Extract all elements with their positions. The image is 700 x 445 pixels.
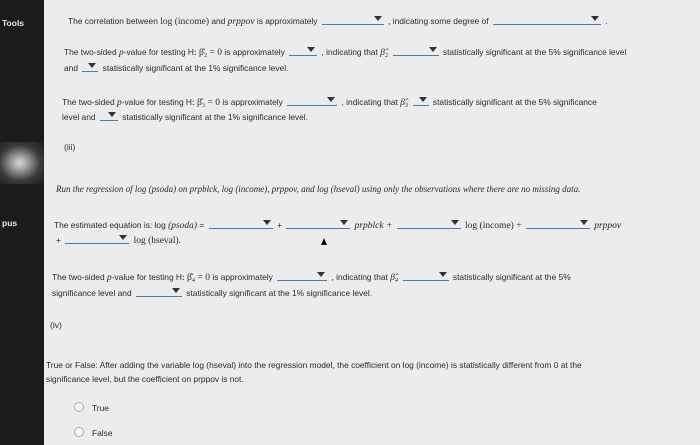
b3-hypothesis: : β̂₃ = 0 <box>191 98 221 108</box>
b4-beta: β̂₄ <box>390 273 399 283</box>
eq-income: log (income) + <box>465 221 522 231</box>
tf-question-line-1 <box>46 359 582 371</box>
b3-beta: β̂₃ <box>400 98 409 108</box>
b3-level-and: level and <box>62 112 96 122</box>
b3-sig5-dropdown[interactable] <box>413 95 429 106</box>
corr-var-prppov: prppov <box>227 17 255 27</box>
b2-sig1-dropdown[interactable] <box>82 61 98 72</box>
tf-question-line-2 <box>46 373 244 385</box>
b4-indicating: , indicating that <box>331 272 388 282</box>
option-true[interactable] <box>74 402 109 414</box>
b2-sig5-dropdown[interactable] <box>393 45 439 56</box>
tools-label[interactable]: Tools <box>2 18 25 28</box>
b4-hypothesis: : β̂₄ = 0 <box>181 273 211 283</box>
tf-question-text-2: significance level, but the coefficient on prppov is not. <box>46 374 244 384</box>
option-false[interactable] <box>74 427 112 439</box>
corr-mid: is approximately <box>256 16 318 26</box>
option-true-label: True <box>92 403 109 413</box>
b3-after: is approximately <box>222 97 283 107</box>
beta3-line-1 <box>62 95 597 109</box>
b4-sig5-dropdown[interactable] <box>403 270 449 281</box>
p-symbol: p <box>116 98 122 108</box>
sidebar <box>0 0 44 445</box>
beta4-line-2 <box>52 286 372 299</box>
chevron-down-icon <box>88 63 96 68</box>
chevron-down-icon <box>374 16 382 21</box>
b4-pvalue-dropdown[interactable] <box>277 270 327 281</box>
b2-sig5-text: statistically significant at the 5% significance level <box>442 47 627 57</box>
chevron-down-icon <box>451 220 459 225</box>
b2-sig1-text: statistically significant at the 1% significance level. <box>102 63 289 73</box>
chevron-down-icon <box>591 16 599 21</box>
b3-sig1-text: statistically significant at the 1% significance level. <box>122 112 308 122</box>
corr-text: The correlation between <box>68 16 158 26</box>
eq-hseval: log (hseval). <box>133 236 182 246</box>
b4-sig1-text: statistically significant at the 1% significance level. <box>186 288 373 298</box>
equation-line-2 <box>56 233 181 247</box>
equation-line-1 <box>54 218 621 232</box>
corr-end: . <box>605 16 608 26</box>
chevron-down-icon <box>429 47 437 52</box>
b2-and: and <box>64 63 78 73</box>
b2-beta: β̂₂ <box>380 48 389 58</box>
eq-prppov: prppov <box>594 221 622 231</box>
correlation-degree-dropdown[interactable] <box>493 14 601 25</box>
b2-text-mid: -value for testing H <box>123 47 194 57</box>
beta2-line-1 <box>64 45 626 59</box>
b3-text-mid: -value for testing H <box>121 97 192 107</box>
eq-intercept-dropdown[interactable] <box>209 218 273 229</box>
run-regression-text <box>56 183 580 195</box>
beta3-line-2 <box>62 110 308 123</box>
b4-text: The two-sided <box>52 272 105 282</box>
eq-plus-2: + <box>56 235 61 245</box>
b3-sig5-text: statistically significant at the 5% significance <box>432 97 597 107</box>
chevron-down-icon <box>580 220 588 225</box>
b2-indicating: , indicating that <box>321 47 378 57</box>
b3-pvalue-dropdown[interactable] <box>287 95 337 106</box>
correlation-line <box>68 14 608 28</box>
chevron-down-icon <box>317 272 325 277</box>
eq-income-coef-dropdown[interactable] <box>397 218 461 229</box>
b3-indicating: , indicating that <box>341 97 398 107</box>
b4-sig1-dropdown[interactable] <box>136 286 182 297</box>
p-symbol: p <box>118 48 124 58</box>
pus-label: pus <box>2 218 18 228</box>
chevron-down-icon <box>327 97 335 102</box>
radio-true[interactable] <box>74 402 84 412</box>
b2-pvalue-dropdown[interactable] <box>289 45 317 56</box>
eq-prpblck: prpblck + <box>354 221 393 231</box>
b3-text: The two-sided <box>62 97 115 107</box>
option-false-label: False <box>92 428 113 438</box>
eq-plus: + <box>276 220 282 230</box>
correlation-value-dropdown[interactable] <box>322 14 384 25</box>
part-iii-label: (iii) <box>64 142 76 152</box>
radio-false[interactable] <box>74 427 84 437</box>
part-iv-label: (iv) <box>50 320 62 330</box>
b4-text-mid: -value for testing H <box>111 272 182 282</box>
b4-sig5-text: statistically significant at the 5% <box>452 272 571 282</box>
eq-prpblck-coef-dropdown[interactable] <box>286 218 350 229</box>
chevron-down-icon <box>108 112 116 117</box>
p-symbol: p <box>106 273 112 283</box>
chevron-down-icon <box>263 220 271 225</box>
beta4-line-1 <box>52 270 571 284</box>
beta2-line-2 <box>64 61 288 74</box>
corr-after: , indicating some degree of <box>388 16 489 26</box>
corr-var-income: log (income) <box>160 17 209 27</box>
b2-text: The two-sided <box>64 47 117 57</box>
sidebar-thumbnail <box>0 142 44 184</box>
eq-lhs: (psoda) <box>168 221 198 231</box>
question-content <box>44 0 700 445</box>
chevron-down-icon <box>119 235 127 240</box>
eq-hseval-coef-dropdown[interactable] <box>65 233 129 244</box>
run-instruction: Run the regression of log (psoda) on prpblck, log (income), prppov, and log (hseval) using only the observations where there are no missing data. <box>56 184 581 194</box>
chevron-down-icon <box>307 47 315 52</box>
corr-and: and <box>211 16 226 26</box>
eq-equals: = <box>199 220 205 230</box>
tf-question-text-1: True or False: After adding the variable log (hseval) into the regression model, the coefficient on log (income) is statistically different from 0 at the <box>46 360 582 370</box>
mouse-cursor <box>321 238 327 245</box>
chevron-down-icon <box>172 288 180 293</box>
b4-sig-level-and: significance level and <box>52 288 132 298</box>
eq-prefix: The estimated equation is: log <box>54 220 166 230</box>
eq-prppov-coef-dropdown[interactable] <box>526 218 590 229</box>
chevron-down-icon <box>340 220 348 225</box>
b4-after: is approximately <box>212 272 273 282</box>
chevron-down-icon <box>419 97 427 102</box>
chevron-down-icon <box>439 272 447 277</box>
b2-after: is approximately <box>224 47 285 57</box>
b2-hypothesis: : β̂₂ = 0 <box>193 48 223 58</box>
b3-sig1-dropdown[interactable] <box>100 110 118 121</box>
